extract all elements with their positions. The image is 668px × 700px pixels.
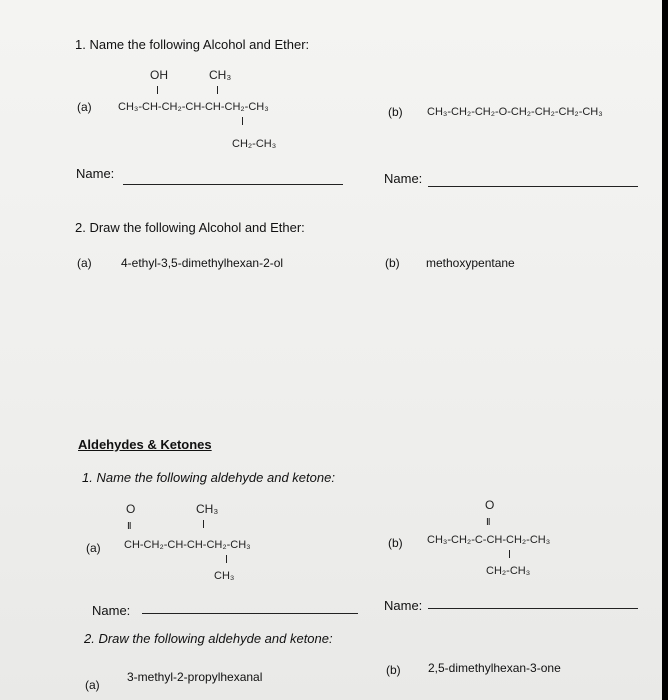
q2b-label: (b) [385, 256, 400, 270]
q2b-compound: methoxypentane [426, 256, 515, 270]
aldehyde-a-name-label: Name: [92, 603, 131, 618]
q1b-label: (b) [388, 105, 403, 119]
question-1-title: 1. Name the following Alcohol and Ether: [75, 37, 310, 52]
question-2-title: 2. Draw the following Alcohol and Ether: [75, 220, 305, 235]
aldehyde-a-top-bond [203, 520, 204, 528]
q1b-main-chain: CH₃-CH₂-CH₂-O-CH₂-CH₂-CH₂-CH₃ [427, 106, 603, 118]
q1a-ch3-bond [217, 86, 218, 94]
ketone-b-oxygen: O [485, 498, 495, 512]
q2a-compound: 4-ethyl-3,5-dimethylhexan-2-ol [121, 256, 284, 270]
aldehyde-a-ch3-top: CH₃ [196, 502, 219, 516]
aldehyde-q2a-label: (a) [85, 678, 100, 692]
aldehyde-q1-title: 1. Name the following aldehyde and ketone: [82, 470, 335, 485]
q1a-oh-substituent: OH [150, 68, 168, 82]
ketone-b-double-bond: II [486, 517, 490, 528]
q1b-name-label: Name: [384, 171, 423, 186]
q1b-name-line[interactable] [428, 186, 638, 187]
aldehyde-q2a-compound: 3-methyl-2-propylhexanal [127, 670, 263, 684]
aldehyde-a-bottom-bond [226, 555, 227, 563]
ketone-q2b-compound: 2,5-dimethylhexan-3-one [428, 661, 561, 675]
aldehyde-q2-title: 2. Draw the following aldehyde and ketone: [84, 631, 333, 646]
q1a-label: (a) [77, 100, 92, 114]
aldehyde-a-ch3-branch: CH₃ [214, 570, 235, 582]
ketone-b-name-label: Name: [384, 598, 423, 613]
ketone-b-name-line[interactable] [428, 608, 638, 609]
q1a-name-line[interactable] [123, 184, 343, 185]
q1a-main-chain: CH₃-CH-CH₂-CH-CH-CH₂-CH₃ [118, 101, 269, 113]
aldehyde-a-double-bond: II [127, 521, 131, 532]
ketone-b-ethyl-branch: CH₂-CH₃ [486, 565, 531, 577]
q1a-name-label: Name: [76, 166, 115, 181]
q1a-branch-bond [242, 117, 243, 125]
q1a-ch3-substituent: CH₃ [209, 68, 232, 82]
ketone-q2b-label: (b) [386, 663, 401, 677]
section-heading-aldehydes-ketones: Aldehydes & Ketones [78, 437, 212, 452]
ketone-b-label: (b) [388, 536, 403, 550]
aldehyde-a-name-line[interactable] [142, 613, 358, 614]
aldehyde-a-main-chain: CH-CH₂-CH-CH-CH₂-CH₃ [124, 539, 251, 551]
aldehyde-a-label: (a) [86, 541, 101, 555]
q1a-oh-bond [157, 86, 158, 94]
q1a-ethyl-branch: CH₂-CH₃ [232, 138, 277, 150]
ketone-b-branch-bond [509, 550, 510, 558]
aldehyde-a-oxygen: O [126, 502, 136, 516]
q2a-label: (a) [77, 256, 92, 270]
ketone-b-main-chain: CH₃-CH₂-C-CH-CH₂-CH₃ [427, 534, 551, 546]
